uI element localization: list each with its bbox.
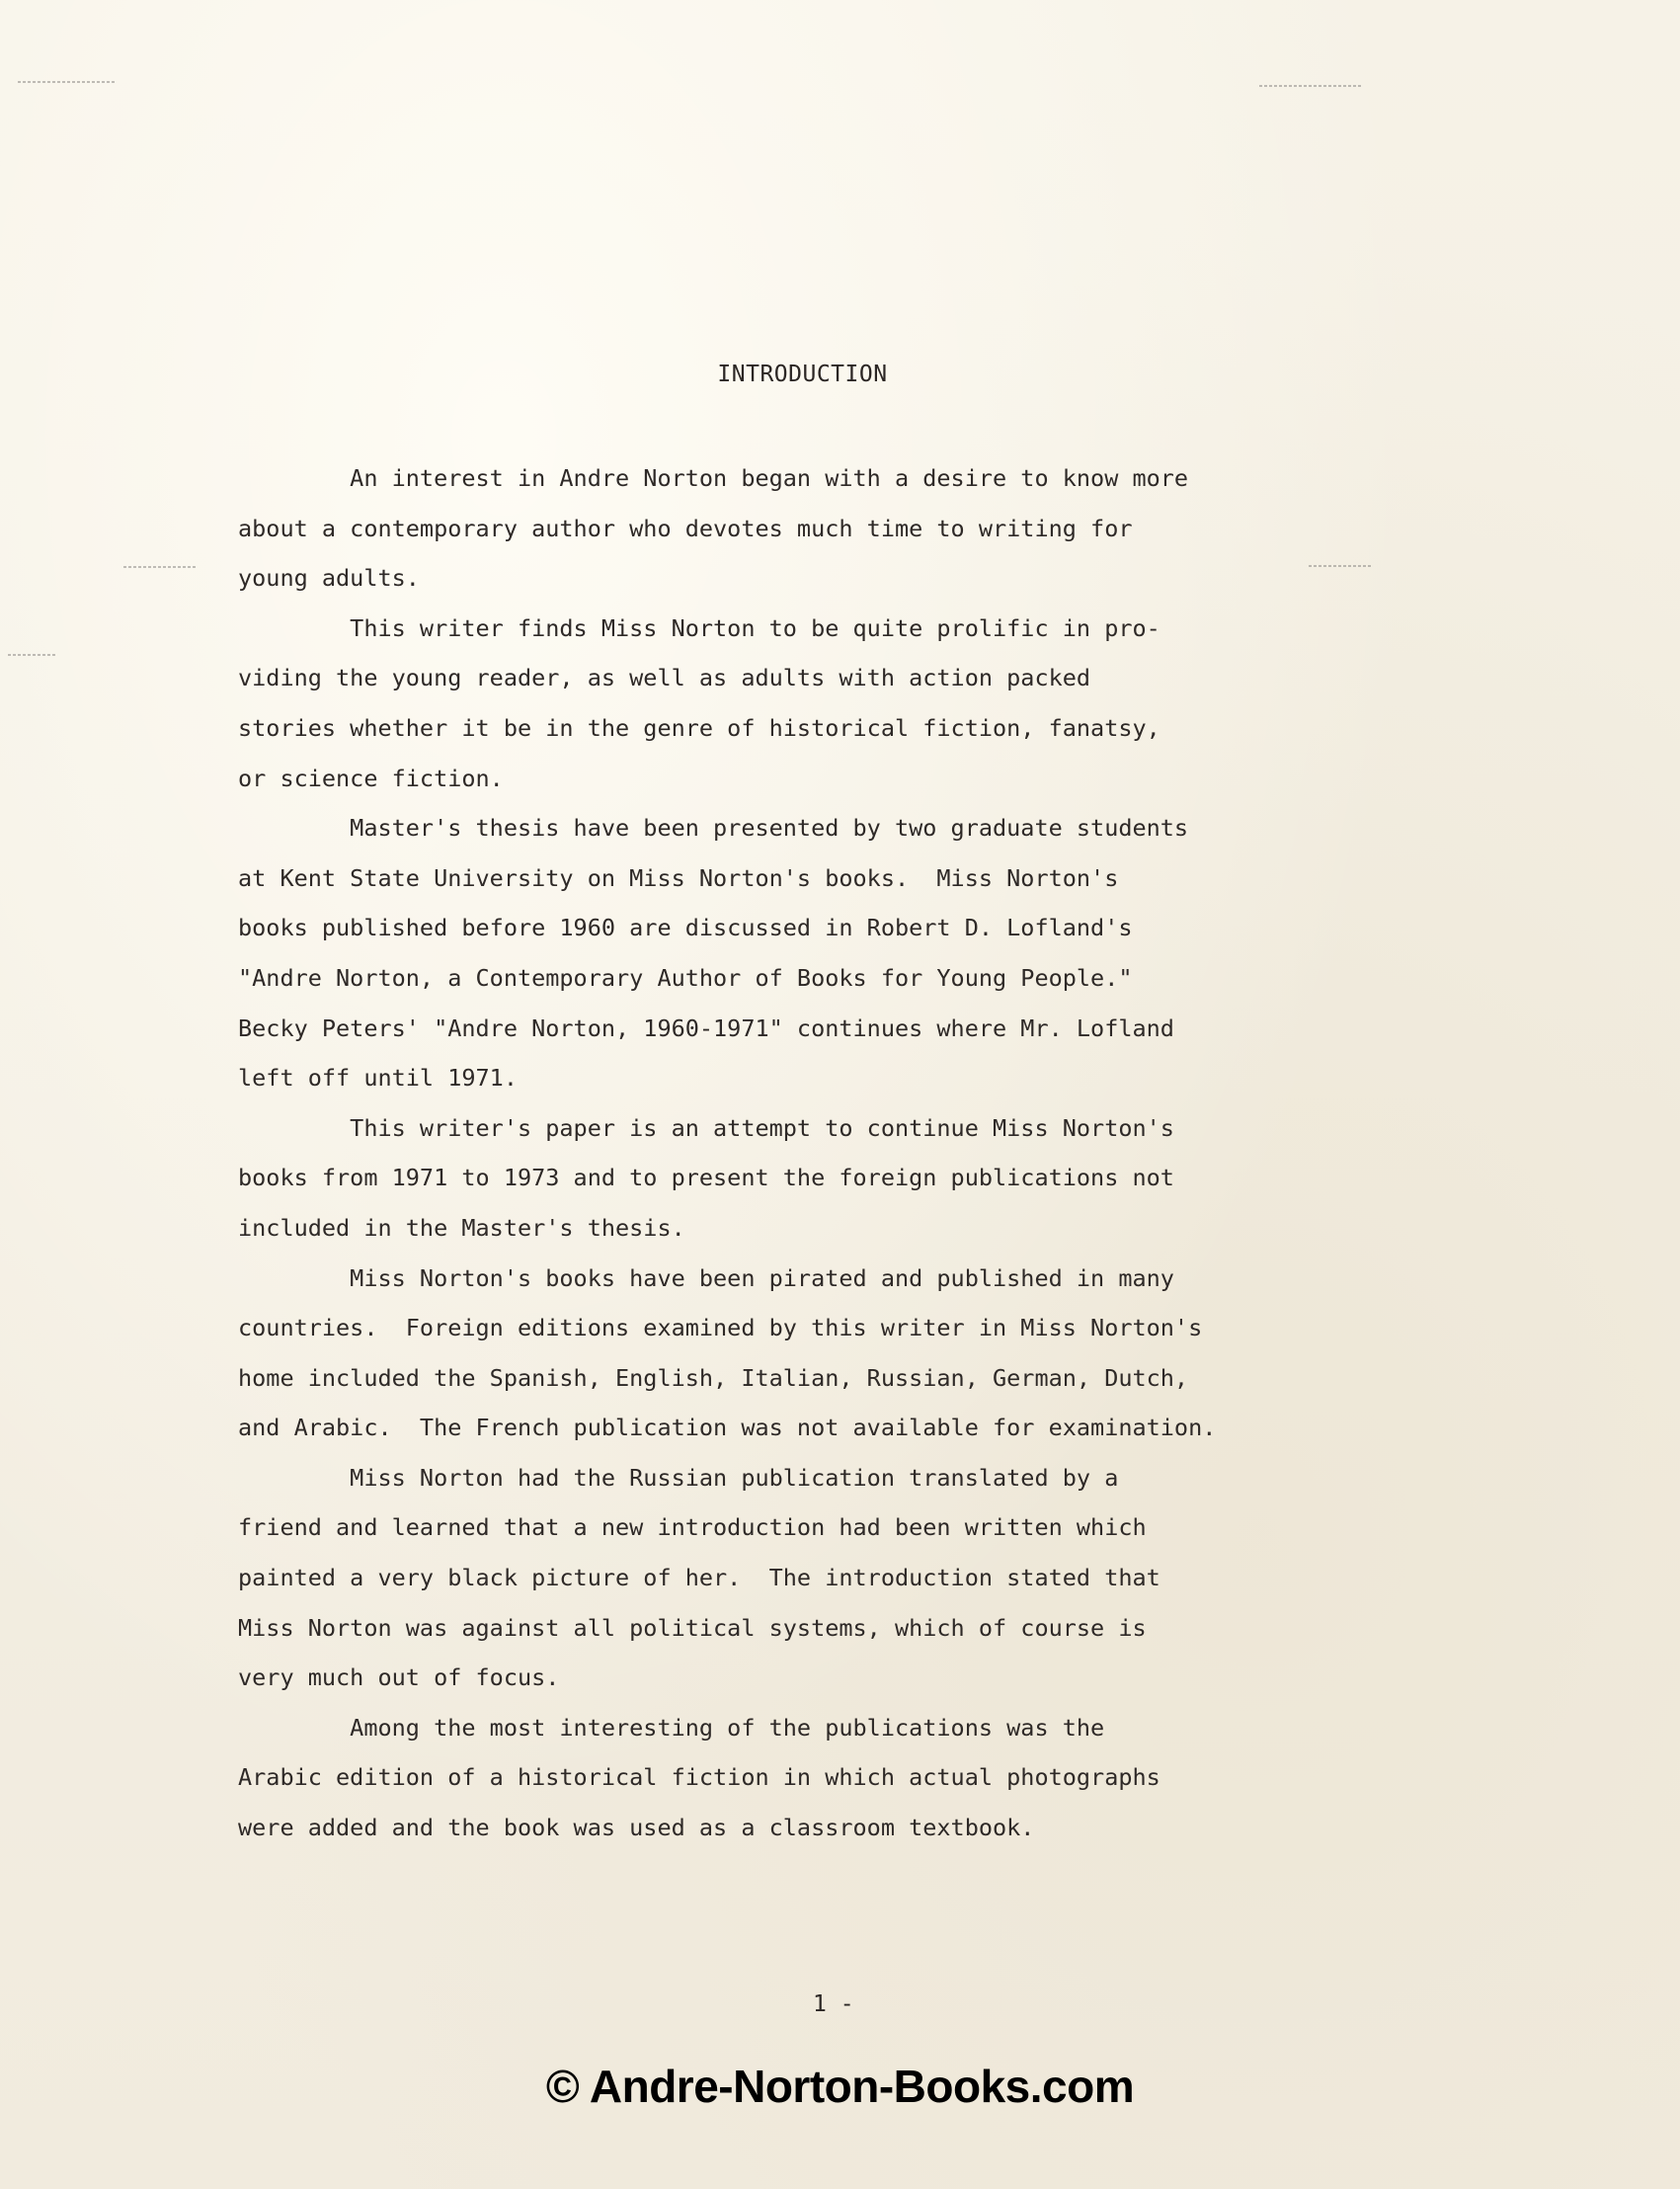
paragraph: This writer's paper is an attempt to continue Miss Norton's books from 1971 to 1973 and to present the foreign publications not included in the Master's thesis. xyxy=(238,1113,1174,1242)
page-title: INTRODUCTION xyxy=(717,362,888,387)
page-number: 1 - xyxy=(813,1991,854,2017)
paragraph: Miss Norton had the Russian publication translated by a friend and learned that a new introduction had been written which painted a very black picture of her. The introduction stated that Miss Norton was against all political systems, which of course is very much out of focus. xyxy=(238,1463,1160,1692)
scan-mark xyxy=(8,654,57,656)
paragraph: An interest in Andre Norton began with a desire to know more about a contemporary author who devotes much time to writing for young adults. xyxy=(238,464,1189,593)
paragraph: This writer finds Miss Norton to be quite prolific in pro- viding the young reader, as well as adults with action packed stories whether it be in the genre of historical fiction, fanatsy, or science fiction. xyxy=(238,613,1160,792)
document-body xyxy=(238,453,1453,1853)
scan-mark xyxy=(1259,85,1363,87)
paragraph: Miss Norton's books have been pirated and published in many countries. Foreign editions examined by this writer in Miss Norton's home included the Spanish, English, Italian, Russian, German, Dutch, and Arabic. The French publication was not available for examination. xyxy=(238,1263,1217,1442)
paragraph: Master's thesis have been presented by two graduate students at Kent State University on Miss Norton's books. Miss Norton's books published before 1960 are discussed in Robert D. Lofland's "Andre Norton, a Contemporary Author of Books for Young People." Becky Peters' "Andre Norton, 1960-1971" continues where Mr. Lofland left off until 1971. xyxy=(238,814,1189,1093)
paragraph: Among the most interesting of the publications was the Arabic edition of a historical fiction in which actual photographs were added and the book was used as a classroom textbook. xyxy=(238,1713,1160,1842)
copyright-watermark: © Andre-Norton-Books.com xyxy=(545,2061,1135,2112)
scan-mark xyxy=(123,566,198,568)
scan-mark xyxy=(18,81,117,83)
